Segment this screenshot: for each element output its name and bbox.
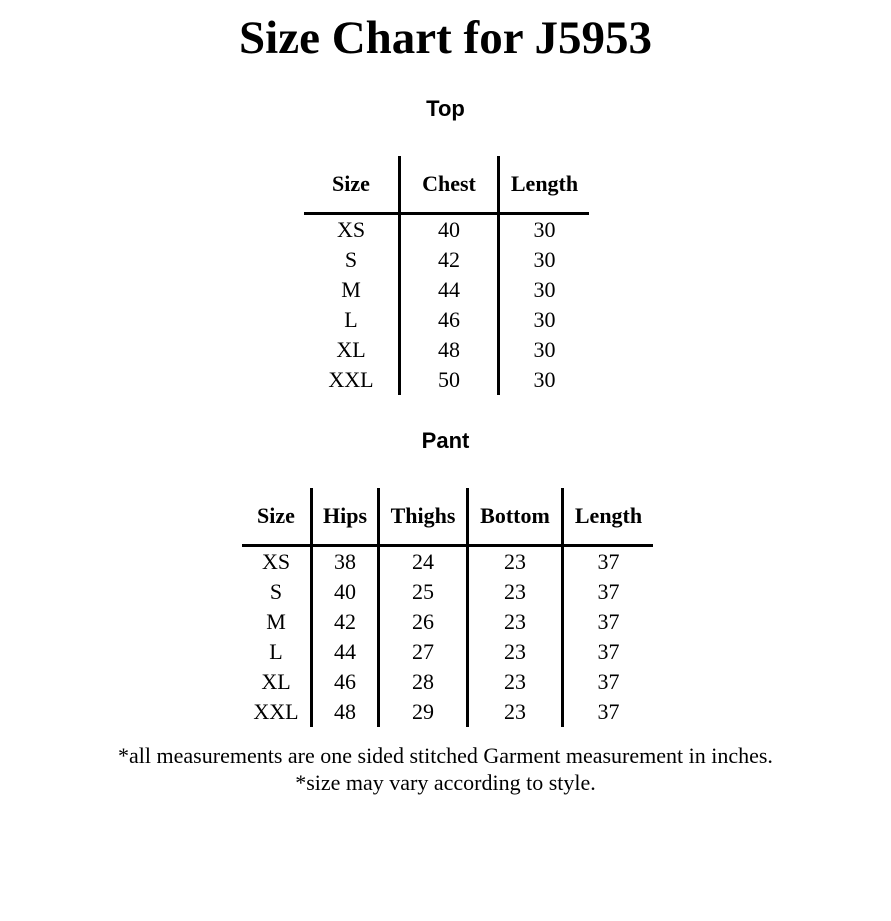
- table-cell: 37: [563, 667, 654, 697]
- table-cell: 27: [379, 637, 468, 667]
- table-cell: 30: [499, 275, 590, 305]
- top-table-header: [304, 156, 589, 214]
- top-size-table: [304, 156, 589, 395]
- table-cell: 30: [499, 214, 590, 246]
- table-cell: 50: [400, 365, 499, 395]
- table-cell: 37: [563, 577, 654, 607]
- table-cell: XL: [261, 669, 291, 694]
- table-cell: 42: [312, 607, 379, 637]
- table-cell: 23: [468, 546, 563, 578]
- top-table-body: [304, 214, 589, 396]
- table-cell: 37: [563, 697, 654, 727]
- table-row: [304, 245, 589, 275]
- table-cell: 24: [379, 546, 468, 578]
- table-cell: 30: [499, 305, 590, 335]
- pant-table-header: [242, 488, 653, 546]
- table-row: [242, 577, 653, 607]
- table-cell: XL: [336, 337, 366, 362]
- table-row: [304, 275, 589, 305]
- table-cell: S: [344, 247, 358, 272]
- table-row: [242, 546, 653, 578]
- table-cell: 48: [400, 335, 499, 365]
- table-cell: S: [269, 579, 283, 604]
- table-cell: XS: [336, 217, 366, 242]
- table-cell: M: [341, 277, 361, 302]
- table-row: [242, 637, 653, 667]
- table-cell: 44: [400, 275, 499, 305]
- table-row: [242, 607, 653, 637]
- table-cell: 37: [563, 546, 654, 578]
- page-title: Size Chart for J5953: [239, 12, 652, 64]
- table-cell: 30: [499, 365, 590, 395]
- table-cell: 28: [379, 667, 468, 697]
- table-cell: 29: [379, 697, 468, 727]
- header-row: [242, 488, 653, 546]
- table-cell: 26: [379, 607, 468, 637]
- column-header: Hips: [312, 488, 379, 546]
- column-header: Size: [242, 488, 312, 546]
- table-cell: 37: [563, 607, 654, 637]
- table-cell: 40: [312, 577, 379, 607]
- table-cell: 23: [468, 607, 563, 637]
- table-cell: 23: [468, 697, 563, 727]
- table-cell: 42: [400, 245, 499, 275]
- pant-section-title: Pant: [421, 428, 470, 453]
- table-cell: 30: [499, 245, 590, 275]
- header-row: [304, 156, 589, 214]
- column-header: Chest: [400, 156, 499, 214]
- table-cell: 23: [468, 637, 563, 667]
- table-cell: 46: [400, 305, 499, 335]
- column-header: Length: [563, 488, 654, 546]
- table-row: [304, 335, 589, 365]
- table-row: [242, 697, 653, 727]
- pant-table-body: [242, 546, 653, 728]
- style-note: *size may vary according to style.: [295, 770, 596, 795]
- table-cell: 37: [563, 637, 654, 667]
- measurement-note: *all measurements are one sided stitched Garment measurement in inches.: [118, 743, 773, 768]
- table-cell: 23: [468, 667, 563, 697]
- table-row: [304, 305, 589, 335]
- table-cell: L: [269, 639, 283, 664]
- table-cell: XXL: [328, 367, 374, 392]
- top-section-title: Top: [426, 96, 465, 121]
- table-cell: XXL: [253, 699, 299, 724]
- table-cell: 38: [312, 546, 379, 578]
- table-cell: L: [344, 307, 358, 332]
- table-cell: 30: [499, 335, 590, 365]
- footnotes: [0, 742, 891, 796]
- column-header: Length: [499, 156, 590, 214]
- table-cell: 25: [379, 577, 468, 607]
- table-cell: 40: [400, 214, 499, 246]
- table-row: [304, 365, 589, 395]
- table-cell: XS: [261, 549, 291, 574]
- column-header: Bottom: [468, 488, 563, 546]
- column-header: Thighs: [379, 488, 468, 546]
- table-row: [242, 667, 653, 697]
- table-cell: 48: [312, 697, 379, 727]
- table-cell: 44: [312, 637, 379, 667]
- table-cell: M: [266, 609, 286, 634]
- pant-size-table: [242, 488, 653, 727]
- table-cell: 46: [312, 667, 379, 697]
- table-cell: 23: [468, 577, 563, 607]
- column-header: Size: [304, 156, 400, 214]
- table-row: [304, 214, 589, 246]
